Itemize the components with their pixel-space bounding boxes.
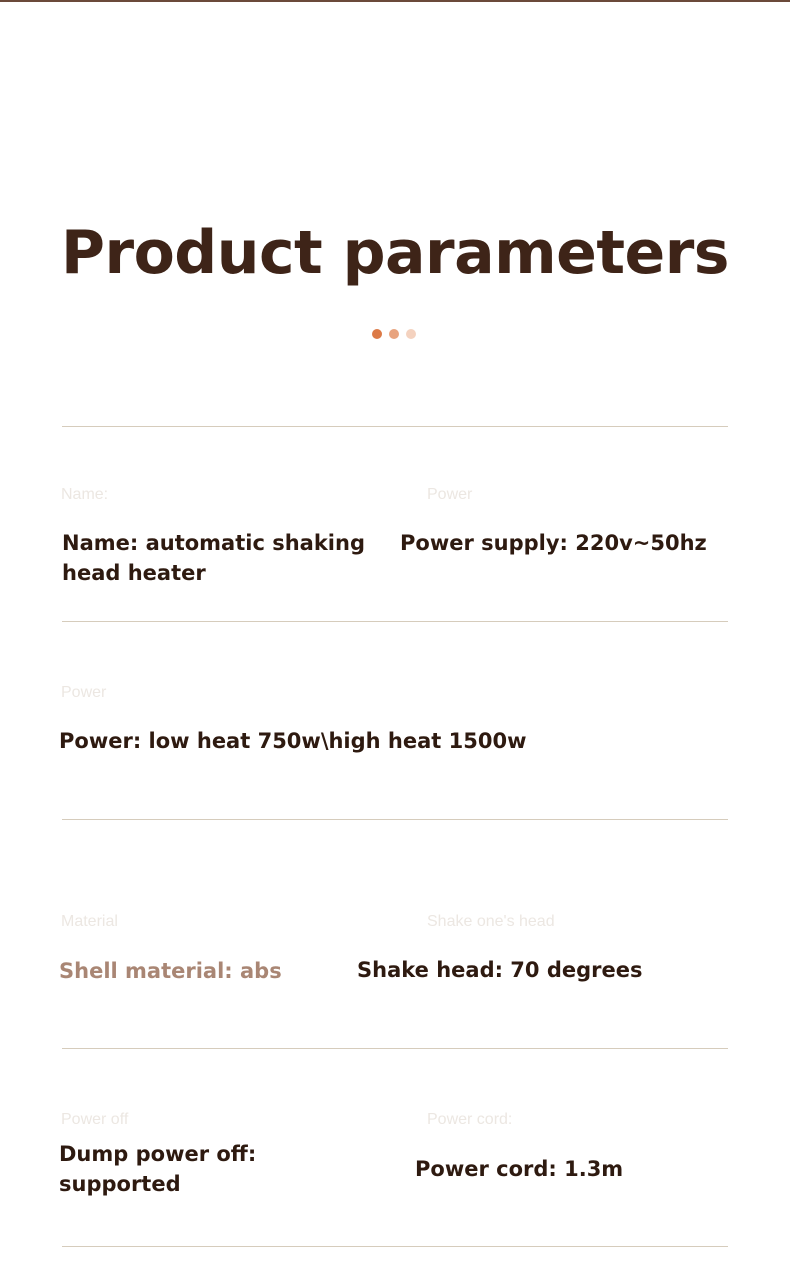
pagination-dots	[372, 329, 416, 339]
param-label-power-off: Power off	[61, 1111, 129, 1128]
param-label-shake-head: Shake one's head	[427, 913, 555, 930]
dot-indicator-2	[389, 329, 399, 339]
param-value-power-supply: Power supply: 220v~50hz	[400, 531, 707, 555]
param-value-power-cord: Power cord: 1.3m	[415, 1157, 624, 1181]
divider	[62, 621, 728, 622]
divider	[62, 426, 728, 427]
param-value-power: Power: low heat 750w\high heat 1500w	[59, 729, 527, 753]
divider	[62, 1246, 728, 1247]
divider	[62, 1048, 728, 1049]
param-label-power: Power	[61, 684, 107, 701]
divider	[62, 819, 728, 820]
param-value-power-off: Dump power off: supported	[59, 1142, 257, 1196]
param-label-power-cord: Power cord:	[427, 1111, 513, 1128]
top-border-line	[0, 0, 790, 2]
page-title: Product parameters	[61, 218, 729, 288]
dot-indicator-3	[406, 329, 416, 339]
param-label-name: Name:	[61, 486, 109, 503]
param-label-material: Material	[61, 913, 118, 930]
param-value-name: Name: automatic shaking head heater	[62, 531, 365, 585]
param-value-material: Shell material: abs	[59, 959, 282, 983]
param-label-power-supply: Power	[427, 486, 473, 503]
param-value-shake-head: Shake head: 70 degrees	[357, 958, 643, 982]
dot-indicator-1	[372, 329, 382, 339]
